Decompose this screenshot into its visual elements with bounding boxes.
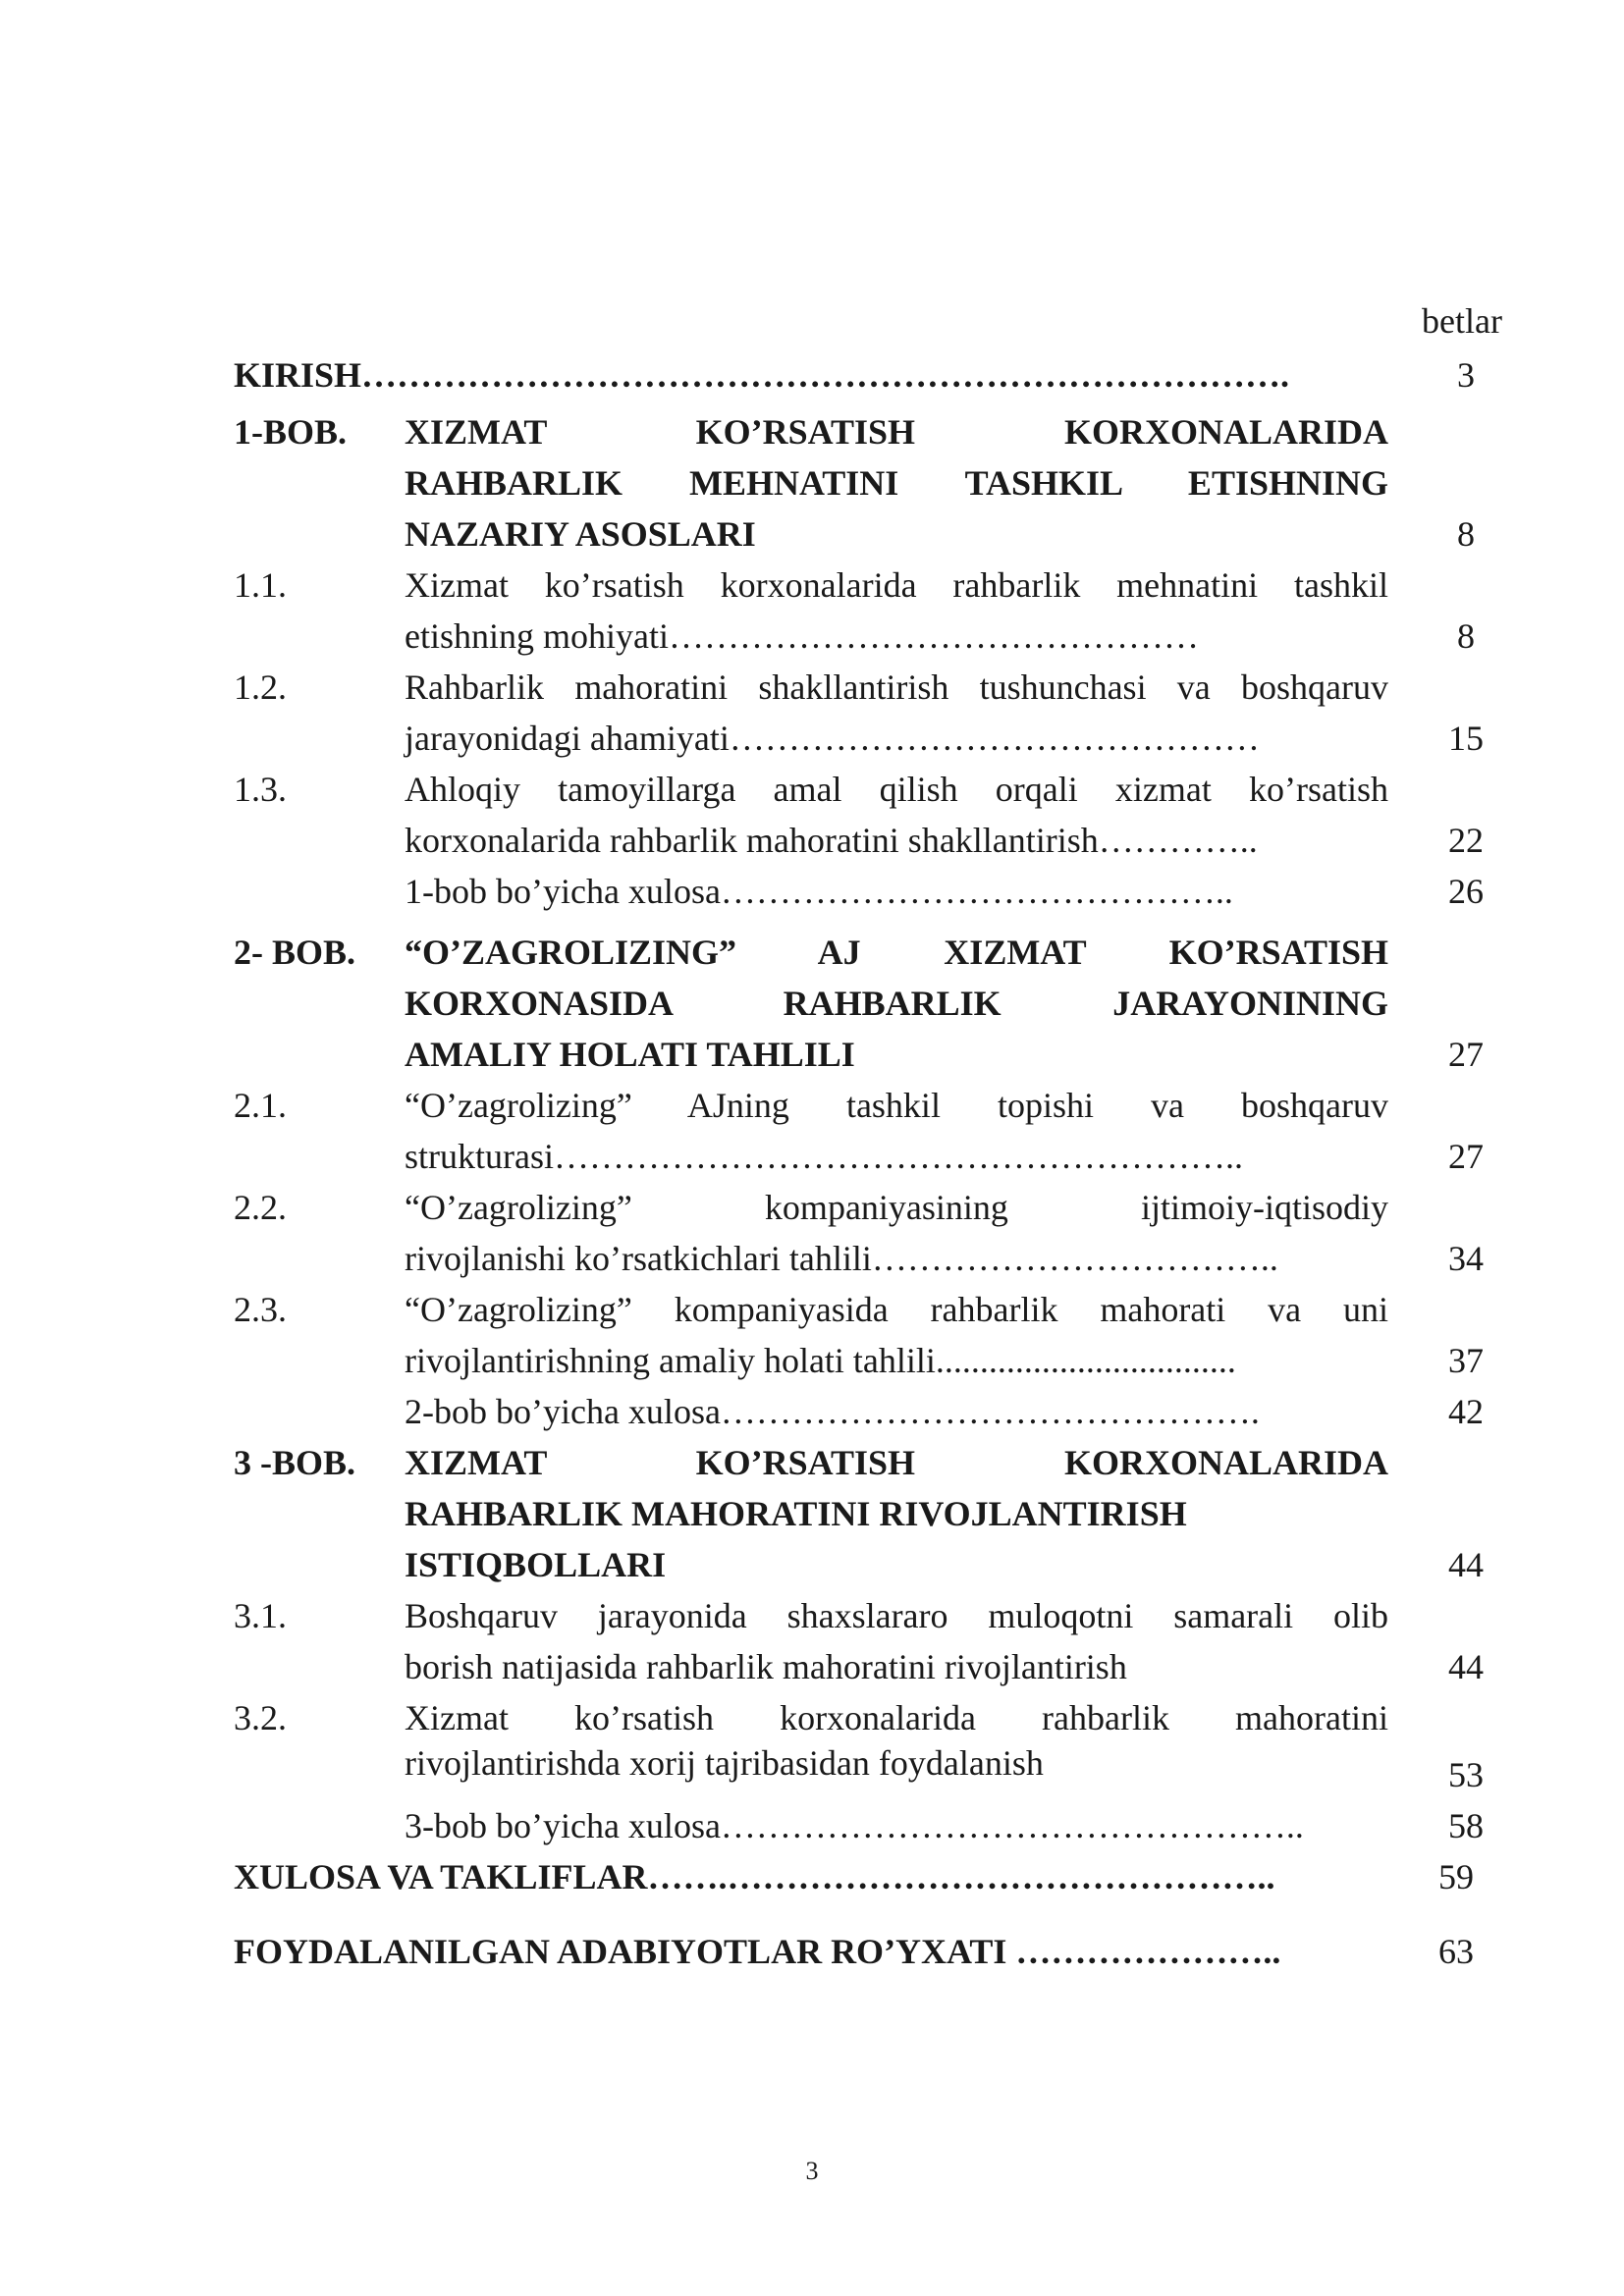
section-number: 2.1. — [234, 1086, 287, 1125]
entry-page: 27 — [1448, 1035, 1484, 1074]
section-number: 3.2. — [234, 1698, 287, 1737]
entry-page: 27 — [1448, 1137, 1484, 1176]
entry-title-line-1: Xizmat ko’rsatish korxonalarida rahbarlik mehnatini tashkil — [405, 565, 1388, 605]
chapter-number: 2- BOB. — [234, 933, 356, 972]
section-number: 2.3. — [234, 1290, 287, 1329]
entry-title-line-2: jarayonidagi ahamiyati……………………………………… — [405, 719, 1260, 758]
entry-page: 3 — [1457, 355, 1475, 395]
chapter-number: 1-BOB. — [234, 412, 348, 452]
entry-title-line-1: “O’zagrolizing” AJning tashkil topishi va boshqaruv — [405, 1086, 1388, 1125]
entry-page: 34 — [1448, 1239, 1484, 1278]
entry-page: 44 — [1448, 1545, 1484, 1584]
entry-page: 8 — [1457, 514, 1475, 554]
entry-title-line-2: KORXONASIDA RAHBARLIK JARAYONINING — [405, 984, 1388, 1023]
section-number: 1.1. — [234, 565, 287, 605]
entry-page: 59 — [1438, 1857, 1474, 1896]
entry-title-line-1: Rahbarlik mahoratini shakllantirish tushunchasi va boshqaruv — [405, 667, 1388, 707]
chapter-summary-title: 3-bob bo’yicha xulosa………………………………………….. — [405, 1806, 1304, 1845]
entry-page: 63 — [1438, 1932, 1474, 1971]
page-number: 3 — [805, 2157, 819, 2185]
entry-title-line-1: Xizmat ko’rsatish korxonalarida rahbarlik mahoratini — [405, 1698, 1388, 1737]
entry-title-line-3: ISTIQBOLLARI — [405, 1545, 667, 1584]
chapter-summary-page: 42 — [1448, 1392, 1484, 1431]
entry-title-line-2: rivojlanishi ko’rsatkichlari tahlili…………………………….. — [405, 1239, 1278, 1278]
entry-title-line-3: NAZARIY ASOSLARI — [405, 514, 756, 554]
entry-title-line-1: “O’zagrolizing” kompaniyasida rahbarlik mahorati va uni — [405, 1290, 1388, 1329]
entry-title: FOYDALANILGAN ADABIYOTLAR RO’YXATI ………………….. — [234, 1932, 1281, 1971]
entry-title-line-1: XIZMAT KO’RSATISH KORXONALARIDA — [405, 412, 1388, 452]
entry-title-line-2: rivojlantirishning amaliy holati tahlili.................................. — [405, 1341, 1236, 1380]
entry-title-line-3: AMALIY HOLATI TAHLILI — [405, 1035, 855, 1074]
chapter-summary-page: 26 — [1448, 872, 1484, 911]
entry-title: XULOSA VA TAKLIFLAR…….……………………………………….. — [234, 1857, 1275, 1896]
entry-title-line-2: rivojlantirishda xorij tajribasidan foydalanish — [405, 1743, 1044, 1783]
entry-title-line-1: Ahloqiy tamoyillarga amal qilish orqali xizmat ko’rsatish — [405, 770, 1388, 809]
chapter-summary-title: 2-bob bo’yicha xulosa………………………………………. — [405, 1392, 1260, 1431]
section-number: 3.1. — [234, 1596, 287, 1635]
chapter-summary-page: 58 — [1448, 1806, 1484, 1845]
entry-title-line-1: “O’ZAGROLIZING” AJ XIZMAT KO’RSATISH — [405, 933, 1388, 972]
entry-page: 53 — [1448, 1755, 1484, 1794]
entry-title-line-2: borish natijasida rahbarlik mahoratini rivojlantirish — [405, 1647, 1127, 1686]
entry-page: 44 — [1448, 1647, 1484, 1686]
entry-title-line-2: RAHBARLIK MEHNATINI TASHKIL ETISHNING — [405, 463, 1388, 503]
entry-title: KIRISH……………………………………………………………………. — [234, 355, 1290, 395]
entry-title-line-1: Boshqaruv jarayonida shaxslararo muloqotni samarali olib — [405, 1596, 1388, 1635]
entry-title-line-2: strukturasi………………………………………………….. — [405, 1137, 1243, 1176]
entry-page: 22 — [1448, 821, 1484, 860]
pages-column-label: betlar — [1422, 301, 1502, 341]
section-number: 1.3. — [234, 770, 287, 809]
chapter-summary-title: 1-bob bo’yicha xulosa…………………………………….. — [405, 872, 1233, 911]
entry-title-line-1: “O’zagrolizing” kompaniyasining ijtimoiy-iqtisodiy — [405, 1188, 1388, 1227]
entry-title-line-2: RAHBARLIK MAHORATINI RIVOJLANTIRISH — [405, 1494, 1187, 1533]
entry-title-line-2: etishning mohiyati……………………………………… — [405, 616, 1199, 656]
entry-page: 8 — [1457, 616, 1475, 656]
entry-page: 15 — [1448, 719, 1484, 758]
entry-title-line-2: korxonalarida rahbarlik mahoratini shakllantirish………….. — [405, 821, 1258, 860]
entry-page: 37 — [1448, 1341, 1484, 1380]
chapter-number: 3 -BOB. — [234, 1443, 356, 1482]
section-number: 2.2. — [234, 1188, 287, 1227]
entry-title-line-1: XIZMAT KO’RSATISH KORXONALARIDA — [405, 1443, 1388, 1482]
section-number: 1.2. — [234, 667, 287, 707]
